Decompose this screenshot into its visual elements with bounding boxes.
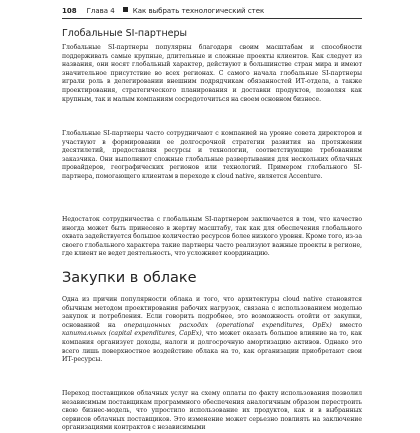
paragraph-1: Глобальные SI-партнеры популярны благодаря своим масштабам и способности поддерживать самые крупные, длительные и сложные проекты клиентов. Как следует из названия, они носят глобальный характер, действуют в большинстве стран мира и имеют значительное присутствие во всех регионах. С самого начала глобальные SI-партнеры играли роль в делегировании внешним подрядчикам обязанностей ИТ-отдела, а также проектирования, стратегического планирования и доставки продуктов, позволяя как крупным, так и малым компаниям сосредоточиться на своем основном бизнесе. — [62, 44, 362, 103]
paragraph-4-text-a: Одна из причин популярности облака и того, что архитектуры cloud native становятся обычным методом проектирования рабочих нагрузок, связана с использованием моделью закупок и потребления. Если говорить подробнее, это возможность отойти от закупки, основанной на — [62, 296, 362, 329]
header-divider — [62, 18, 362, 19]
paragraph-4 — [62, 296, 362, 365]
term-opex: операционных расходах (operational expenditures, OpEx) — [123, 321, 332, 329]
section-title: Закупки в облаке — [62, 270, 197, 286]
running-head — [62, 5, 362, 17]
chapter-title: Как выбрать технологический стек — [132, 7, 265, 15]
page-number: 108 — [62, 7, 77, 15]
square-bullet-icon — [123, 7, 128, 12]
paragraph-4-text-b: вместо — [331, 321, 362, 329]
paragraph-5: Переход поставщиков облачных услуг на схему оплаты по факту использования позволил независимым поставщикам программного обеспечения аналогичным образом перестроить свою бизнес-модель, что упростило использование их продуктов, как и в выбранных сервисов облачных поставщиков. Это изменение может серьезно повлиять на заключение организациями контрактов с независимыми — [62, 390, 362, 432]
paragraph-2: Глобальные SI-партнеры часто сотрудничают с компанией на уровне совета директоров и участвуют в формировании ее долгосрочной стратегии развития на протяжении десятилетий, предоставляя ресурсы и технологии, соответствующие требованиям заказчика. Они выполняют сложные глобальные развертывания для нескольких облачных провайдеров, географических регионов или технологий. Примером глобального SI-партнера, помогающего клиентам в переходе к cloud native, является Accenture. — [62, 130, 362, 180]
chapter-label: Глава 4 — [86, 7, 115, 15]
paragraph-4-text-c: , что может оказать большое влияние на то, как компания организует доходы, налоги и долгосрочную амортизацию активов. Однако это всего лишь поверхностное воздействие облака на то, как организации приобретают свои ИТ-ресурсы. — [62, 330, 362, 364]
subsection-title: Глобальные SI-партнеры — [62, 28, 188, 39]
term-capex: капитальных (capital expenditures, CapEx) — [62, 330, 202, 338]
paragraph-3: Недостаток сотрудничества с глобальным SI-партнером заключается в том, что качество иногда может быть принесено в жертву масштабу, так как для обеспечения глобального охвата задействуется большое количество ресурсов более низкого уровня. Кроме того, из-за своего глобального характера такие партнеры часто реализуют важные проекты в регионе, где клиент не ведет деятельность, что усложняет координацию. — [62, 216, 362, 258]
